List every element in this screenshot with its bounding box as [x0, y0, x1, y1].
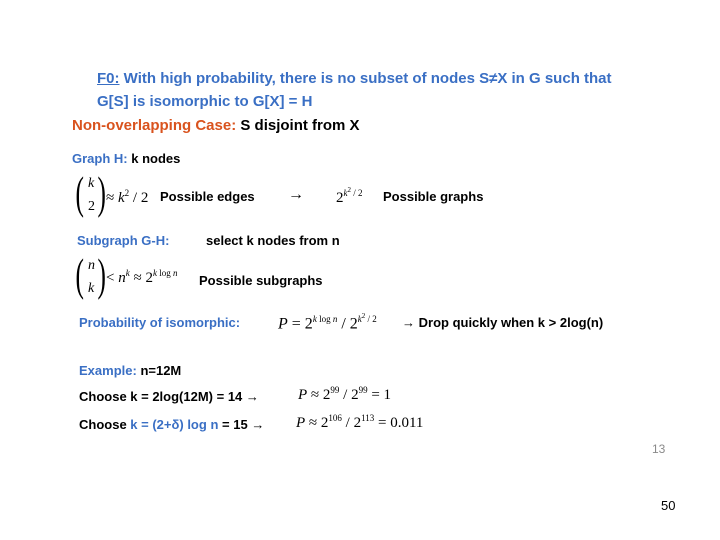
arrow-2: → [402, 315, 415, 330]
case-text: S disjoint from X [240, 117, 360, 134]
inner-slide-number: 13 [652, 442, 666, 456]
choose2-a: Choose [79, 417, 127, 432]
f0-statement-line-1: With high probability, there is no subset of nodes S≠X in G such that [123, 70, 612, 87]
prob-formula: $P = 2^{k log n} / 2^{k^2 / 2}$ [278, 312, 377, 333]
choose2-d: = 15 [222, 417, 248, 432]
example-text: n=12M [140, 363, 182, 378]
binom2-top: n [88, 258, 95, 273]
binom-n-k: ( n k ) [75, 249, 106, 300]
arrow-4: → [251, 417, 265, 432]
possible-graphs: Possible graphs [383, 189, 484, 204]
subgraph-text: select k nodes from n [206, 233, 340, 248]
choose1-line [79, 389, 259, 404]
choose2-c: n [210, 417, 219, 432]
binom-k-2: ( k 2 ) [75, 167, 106, 218]
subgraph-label: Subgraph G-H: [77, 233, 170, 248]
arrow-3: → [245, 389, 259, 404]
binom2-bottom: k [88, 281, 95, 296]
graph-h-line [72, 151, 180, 166]
prob-result: Drop quickly when k > 2log(n) [418, 315, 604, 330]
choose2-b: k = (2+δ) log [130, 417, 207, 432]
choose1-formula: $P \approx 2^{99} / 2^{99} = 1$ [298, 385, 392, 403]
prob-label: Probability of isomorphic: [79, 315, 241, 330]
graphs-formula: $2^{k^2 / 2}$ [336, 186, 363, 206]
graph-h-text: k nodes [131, 151, 181, 166]
choose2-formula: $P \approx 2^{106} / 2^{113} = 0.011$ [296, 413, 424, 431]
possible-edges: Possible edges [160, 189, 255, 204]
example-line [79, 363, 181, 378]
binom2-approx: < $n^k \approx 2^{k log n}$ [106, 268, 178, 286]
f0-line-1 [97, 70, 612, 87]
arrow-1: → [288, 186, 304, 203]
case-heading [72, 117, 360, 134]
choose1: Choose k = 2log(12M) = 14 [79, 389, 243, 404]
f0-label: F0: [97, 70, 120, 87]
page-number: 50 [661, 498, 676, 513]
graph-h-label: Graph H: [72, 151, 128, 166]
example-label: Example: [79, 363, 137, 378]
binom1-approx: ≈ $k^2 / 2$ [106, 188, 149, 206]
possible-subgraphs: Possible subgraphs [199, 273, 323, 288]
binom1-bottom: 2 [88, 199, 95, 214]
f0-statement-line-2: G[S] is isomorphic to G[X] = H [97, 93, 313, 110]
binom1-top: k [88, 176, 95, 191]
prob-result-line [402, 315, 603, 330]
choose2-line [79, 417, 264, 432]
case-label: Non-overlapping Case: [72, 117, 237, 134]
